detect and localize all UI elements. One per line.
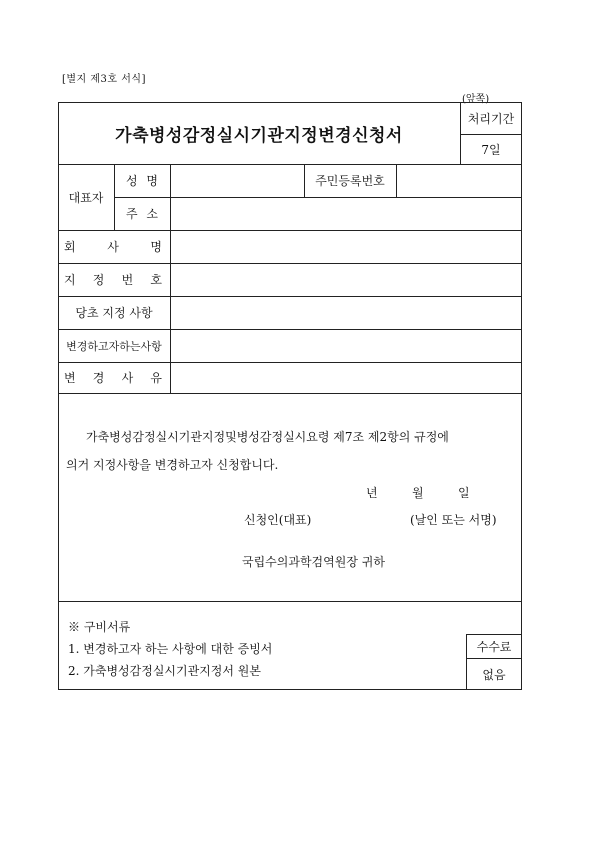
- original-designation-label: 당초 지정 사항: [75, 306, 153, 320]
- form-reference: [별지 제3호 서식]: [62, 74, 146, 85]
- change-item-label: 변경하고자하는사항: [66, 339, 162, 353]
- original-designation-field[interactable]: [170, 296, 522, 329]
- statement-line-2: 의거 지정사항을 변경하고자 신청합니다.: [66, 458, 279, 472]
- designation-number-label: 지 정 번 호: [64, 273, 162, 287]
- change-reason-field[interactable]: [170, 362, 522, 393]
- date-day-label: 일: [458, 486, 470, 500]
- name-label: 성 명: [126, 174, 158, 188]
- processing-period-value: 7일: [481, 142, 501, 157]
- seal-signature-label: (날인 또는 서명): [410, 513, 497, 527]
- recipient-label: 국립수의과학검역원장 귀하: [242, 555, 385, 569]
- resident-id-field[interactable]: [396, 164, 522, 197]
- page-side-label: (앞쪽): [462, 94, 490, 105]
- applicant-label: 신청인(대표): [244, 513, 312, 527]
- date-year-label: 년: [366, 486, 378, 500]
- form-title: 가축병성감정실시기관지정변경신청서: [115, 125, 403, 146]
- fee-value: 없음: [482, 667, 506, 682]
- statement-line-1: 가축병성감정실시기관지정및병성감정실시요령 제7조 제2항의 규정에: [86, 430, 449, 444]
- change-reason-label: 변 경 사 유: [64, 371, 162, 385]
- required-documents-heading: ※ 구비서류: [68, 620, 131, 634]
- company-name-field[interactable]: [170, 230, 522, 263]
- change-item-field[interactable]: [170, 329, 522, 362]
- address-label: 주 소: [126, 207, 158, 221]
- representative-label: 대표자: [68, 190, 104, 205]
- fee-label: 수수료: [476, 639, 512, 654]
- date-month-label: 월: [412, 486, 424, 500]
- resident-id-label: 주민등록번호: [315, 174, 385, 188]
- rule-reason-row: [58, 393, 522, 394]
- address-field[interactable]: [170, 197, 522, 230]
- company-name-label: 회 사 명: [64, 240, 162, 254]
- document-item: 1. 변경하고자 하는 사항에 대한 증빙서: [68, 642, 273, 656]
- name-field[interactable]: [170, 164, 304, 197]
- designation-number-field[interactable]: [170, 263, 522, 296]
- processing-period-label: 처리기간: [467, 111, 515, 126]
- rule-statement-bottom: [58, 601, 522, 602]
- document-item: 2. 가축병성감정실시기관지정서 원본: [68, 664, 261, 678]
